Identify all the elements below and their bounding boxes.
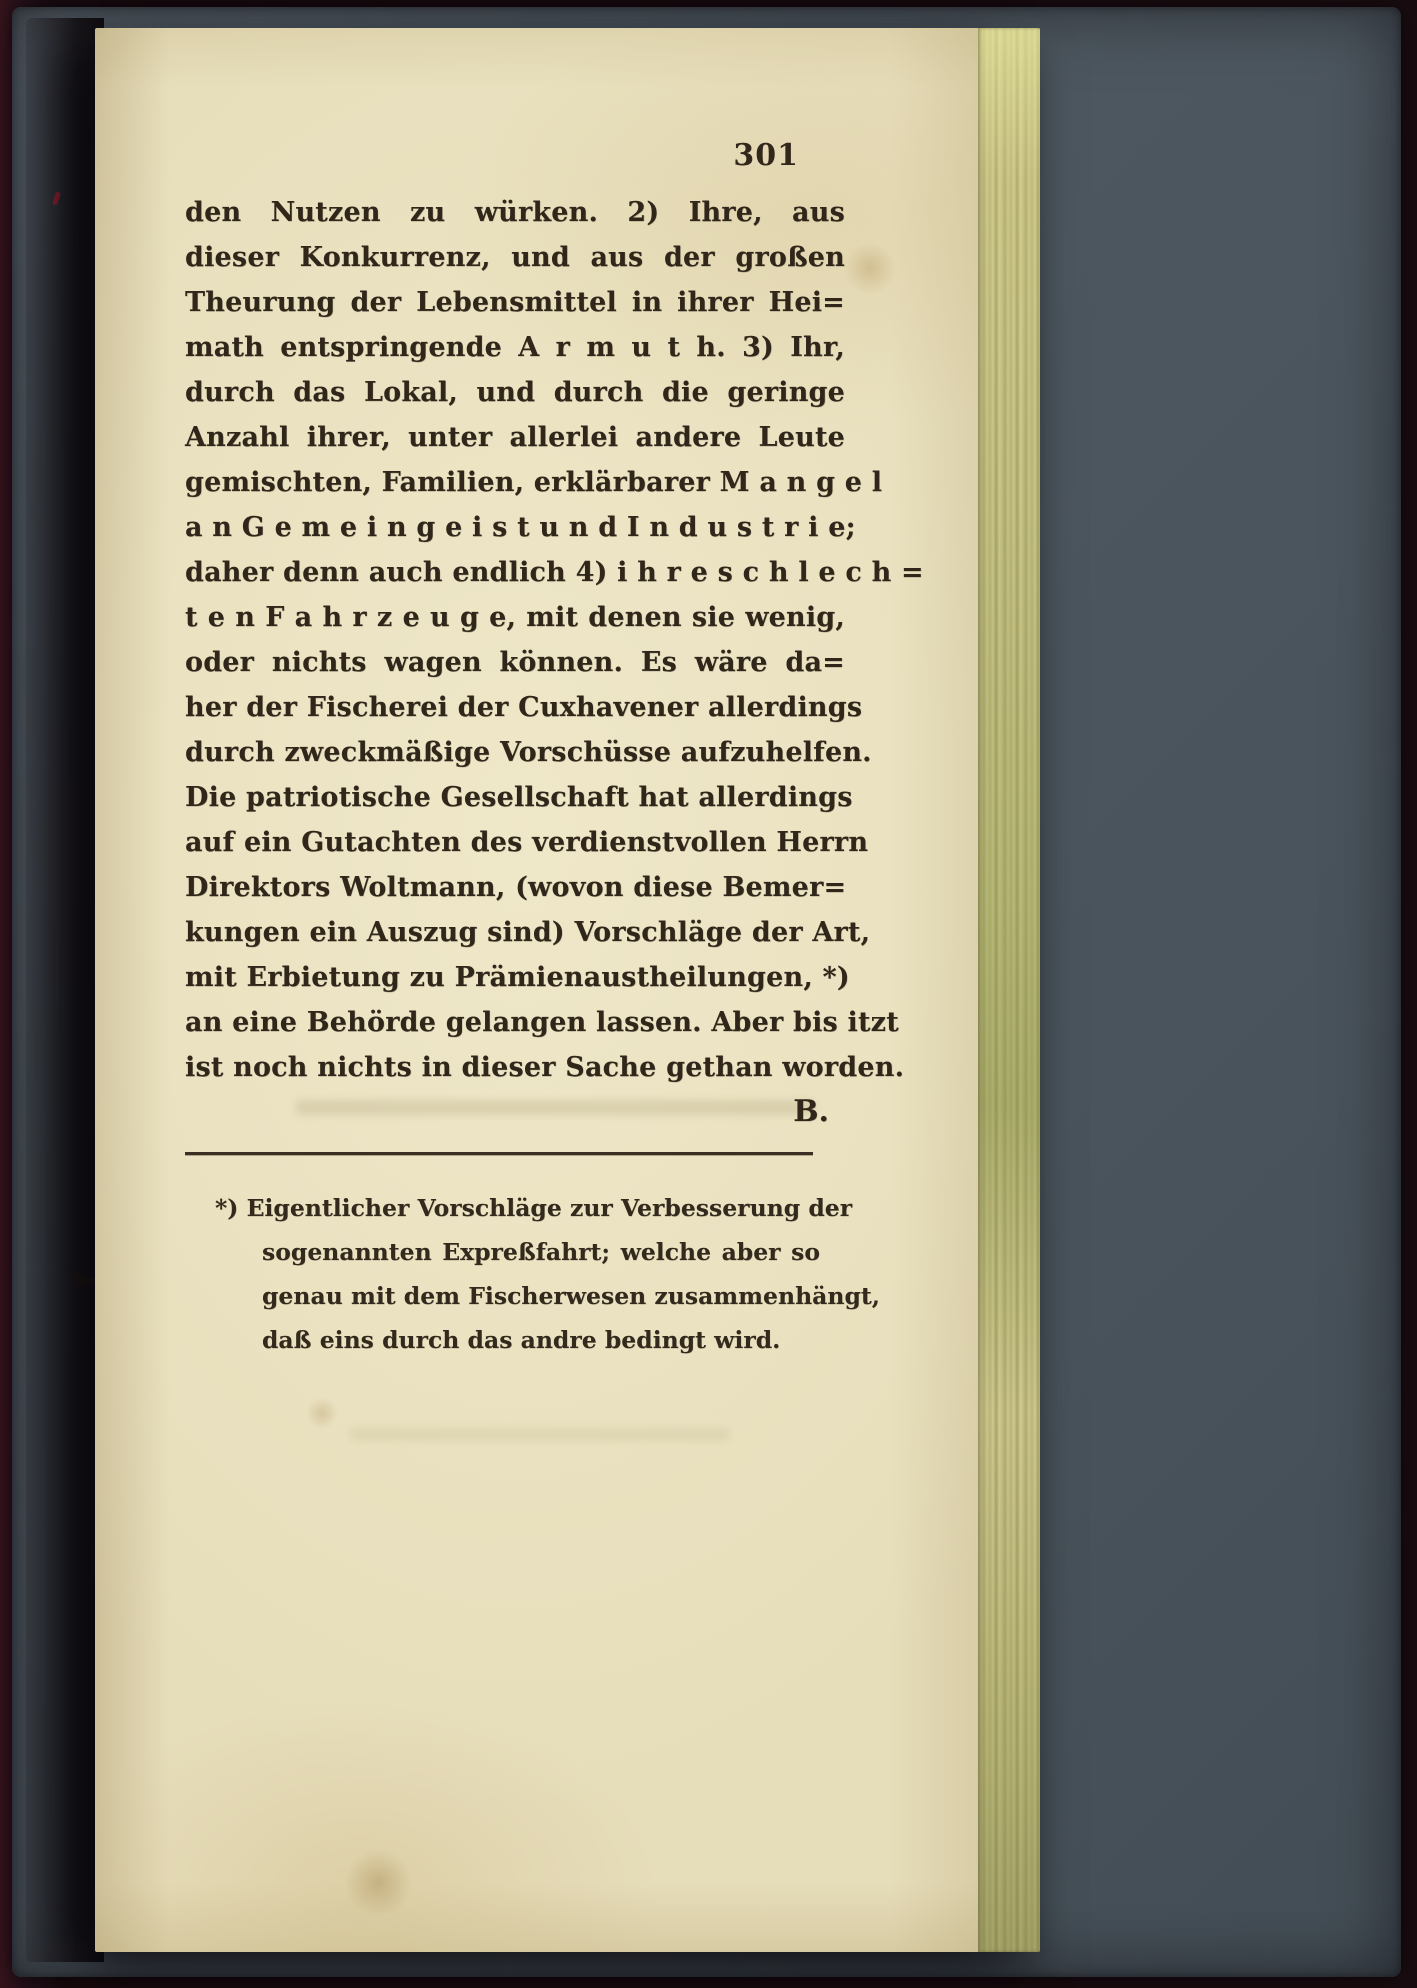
text-line: t e n F a h r z e u g e, mit denen sie wenig,: [185, 602, 845, 633]
text-line: Die patriotische Gesellschaft hat allerdings: [185, 782, 853, 813]
text-line: durch das Lokal, und durch die geringe: [185, 377, 845, 408]
section-signature: B.: [793, 1094, 829, 1129]
binding-gutter-shadow: [26, 18, 104, 1962]
text-line: Direktors Woltmann, (wovon diese Bemer=: [185, 872, 847, 903]
text-line: her der Fischerei der Cuxhavener allerdings: [185, 692, 863, 723]
book-page: [95, 28, 1040, 1952]
footnote-line: sogenannten Expreßfahrt; welche aber so: [262, 1238, 820, 1266]
text-line: gemischten, Familien, erklärbarer M a n g e l: [185, 467, 883, 498]
footnote-line: genau mit dem Fischerwesen zusammenhängt,: [262, 1282, 880, 1310]
text-line: ist noch nichts in dieser Sache gethan worden.: [185, 1052, 905, 1083]
page-edge-stack: [978, 28, 1040, 1952]
text-line: Theurung der Lebensmittel in ihrer Hei=: [185, 287, 845, 318]
page-number: 301: [733, 138, 799, 173]
text-line: Anzahl ihrer, unter allerlei andere Leute: [185, 422, 845, 453]
footnote-line: daß eins durch das andre bedingt wird.: [262, 1326, 781, 1354]
text-line: mit Erbietung zu Prämienaustheilungen, *): [185, 962, 850, 993]
footnote-block: [215, 1186, 880, 1362]
body-text-block: [185, 190, 924, 1090]
text-line: math entspringende A r m u t h. 3) Ihr,: [185, 332, 845, 363]
text-line: dieser Konkurrenz, und aus der großen: [185, 242, 845, 273]
text-line: daher denn auch endlich 4) i h r e s c h l e c h =: [185, 557, 924, 588]
text-line: a n G e m e i n g e i s t u n d I n d u s t r i e;: [185, 512, 856, 543]
footnote-line: *) Eigentlicher Vorschläge zur Verbesserung der: [215, 1194, 853, 1222]
text-line: auf ein Gutachten des verdienstvollen Herrn: [185, 827, 869, 858]
text-line: kungen ein Auszug sind) Vorschläge der Art,: [185, 917, 871, 948]
text-line: den Nutzen zu würken. 2) Ihre, aus: [185, 197, 845, 228]
text-line: oder nichts wagen können. Es wäre da=: [185, 647, 845, 678]
text-line: durch zweckmäßige Vorschüsse aufzuhelfen.: [185, 737, 872, 768]
footnote-separator: [185, 1152, 813, 1155]
show-through-smudge: [350, 1428, 730, 1441]
text-line: an eine Behörde gelangen lassen. Aber bis itzt: [185, 1007, 899, 1038]
